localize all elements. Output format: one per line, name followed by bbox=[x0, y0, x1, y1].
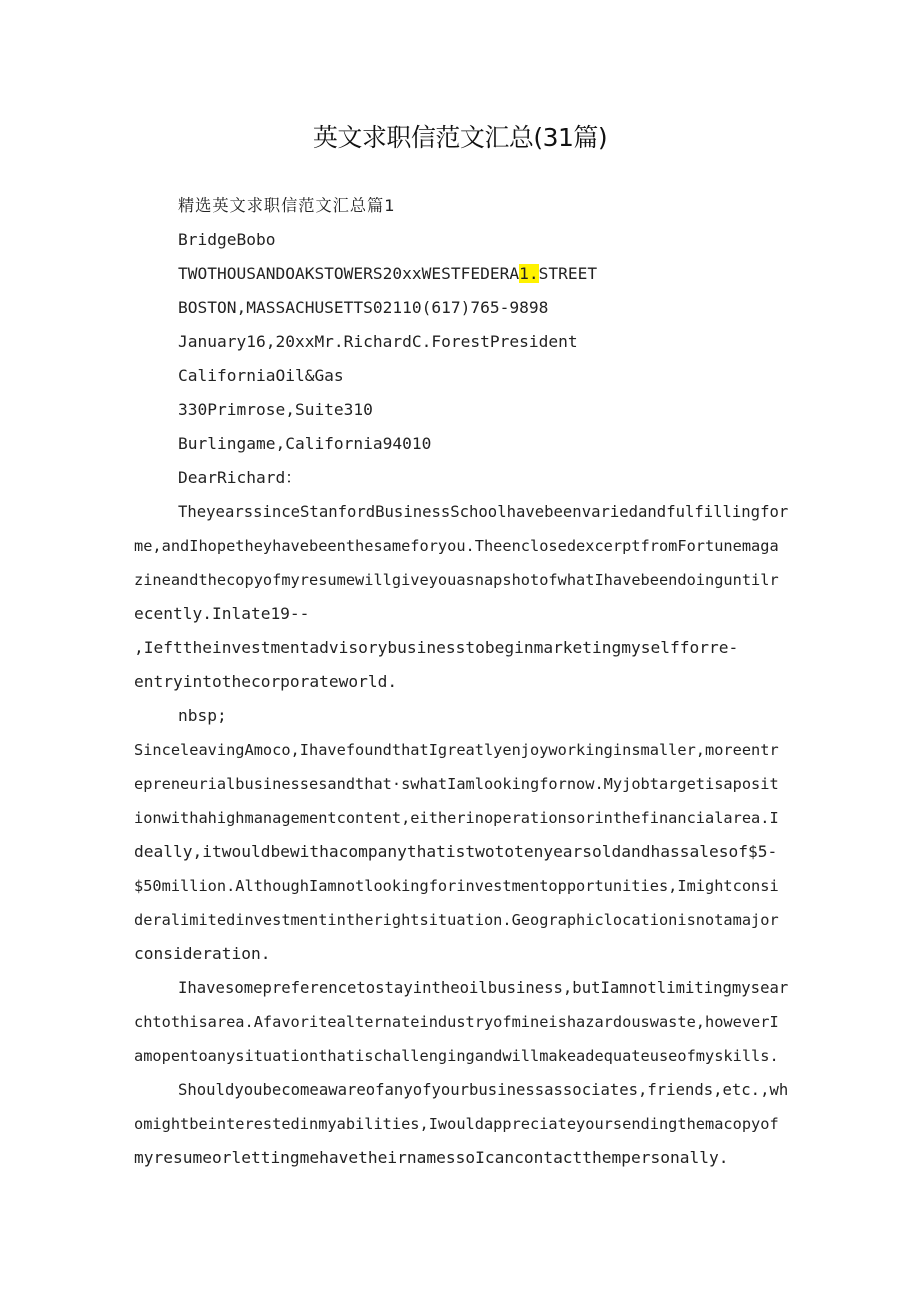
text-line: January16,20xxMr.RichardC.ForestPresident bbox=[178, 332, 578, 351]
text-line: epreneurialbusinessesandthat·swhatIamlookingfornow.Myjobtargetisaposit bbox=[134, 775, 779, 793]
text-line: CaliforniaOil&Gas bbox=[178, 366, 344, 385]
letter-body bbox=[134, 189, 789, 1175]
text-line: me,andIhopetheyhavebeenthesameforyou.TheenclosedexcerptfromFortunemaga bbox=[134, 537, 779, 555]
text-line: myresumeorlettingmehavetheirnamessoIcancontactthempersonally. bbox=[134, 1148, 729, 1167]
line-text: TWOTHOUSANDOAKSTOWERS20xxWESTFEDERA bbox=[178, 264, 520, 283]
document-title: 英文求职信范文汇总(31篇) bbox=[312, 123, 608, 152]
text-line: amopentoanysituationthatischallengingandwillmakeadequateuseofmyskills. bbox=[134, 1047, 779, 1065]
text-line bbox=[134, 257, 789, 291]
text-line: deralimitedinvestmentintherightsituation.Geographiclocationisnotamajor bbox=[134, 911, 779, 929]
text-line: 精选英文求职信范文汇总篇1 bbox=[178, 196, 396, 215]
text-line: ecently.Inlate19-- bbox=[134, 604, 310, 623]
highlighted-text: 1. bbox=[519, 264, 539, 283]
text-line: deally,itwouldbewithacompanythatistwototenyearsoldandhassalesof$5- bbox=[134, 842, 778, 861]
text-line: TheyearssinceStanfordBusinessSchoolhavebeenvariedandfulfillingfor bbox=[178, 503, 789, 521]
text-line: nbsp; bbox=[178, 706, 227, 725]
text-line: SinceleavingAmoco,IhavefoundthatIgreatlyenjoyworkinginsmaller,moreentr bbox=[134, 741, 779, 759]
text-line: chtothisarea.Afavoritealternateindustryofmineishazardouswaste,howeverI bbox=[134, 1013, 779, 1031]
text-line: zineandthecopyofmyresumewillgiveyouasnapshotofwhatIhavebeendoinguntilr bbox=[134, 571, 779, 589]
text-line: entryintothecorporateworld. bbox=[134, 672, 398, 691]
text-line: ionwithahighmanagementcontent,eitherinoperationsorinthefinancialarea.I bbox=[134, 809, 779, 827]
text-line: 330Primrose,Suite310 bbox=[178, 400, 373, 419]
text-line: BOSTON,MASSACHUSETTS02110(617)765-9898 bbox=[178, 298, 549, 317]
text-line: ,Iefttheinvestmentadvisorybusinesstobeginmarketingmyselfforre- bbox=[134, 638, 739, 657]
text-line: $50million.AlthoughIamnotlookingforinvestmentopportunities,Imightconsi bbox=[134, 877, 779, 895]
text-line: DearRichard： bbox=[178, 468, 302, 487]
line-text: STREET bbox=[538, 264, 598, 283]
text-line: Shouldyoubecomeawareofanyofyourbusinessassociates,friends,etc.,wh bbox=[178, 1081, 789, 1099]
text-line: omightbeinterestedinmyabilities,Iwouldappreciateyoursendingthemacopyof bbox=[134, 1115, 779, 1133]
text-line: consideration. bbox=[134, 944, 271, 963]
text-line: Burlingame,California94010 bbox=[178, 434, 432, 453]
text-line: Ihavesomepreferencetostayintheoilbusiness,butIamnotlimitingmysear bbox=[178, 979, 789, 997]
text-line: BridgeBobo bbox=[178, 230, 276, 249]
